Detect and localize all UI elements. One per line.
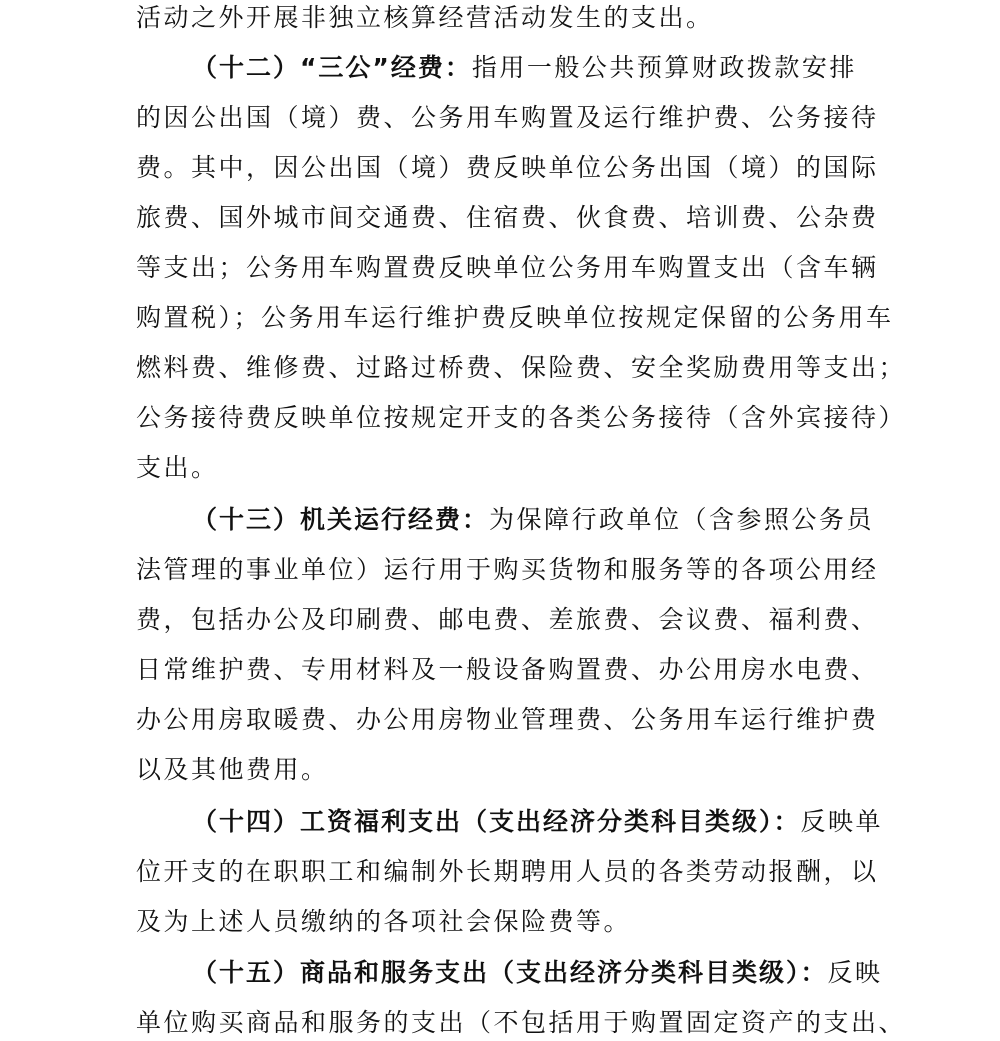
text-line: 日常维护费、专用材料及一般设备购置费、办公用房水电费、 (136, 655, 879, 684)
text-line: 费，包括办公及印刷费、邮电费、差旅费、会议费、福利费、 (136, 605, 879, 634)
section-heading-line (192, 802, 883, 842)
section-heading-line (192, 48, 857, 88)
text-line: 等支出；公务用车购置费反映单位公务用车购置支出（含车辆 (136, 253, 879, 282)
text-line: 的因公出国（境）费、公务用车购置及运行维护费、公务接待 (136, 103, 879, 132)
text-run: 指用一般公共预算财政拨款安排 (471, 53, 857, 82)
text-line: 办公用房取暖费、办公用房物业管理费、公务用车运行维护费 (136, 705, 879, 734)
text-line: 以及其他费用。 (136, 755, 329, 784)
text-line: 旅费、国外城市间交通费、住宿费、伙食费、培训费、公杂费 (136, 203, 879, 232)
text-run: 反映 (827, 958, 883, 987)
text-line: 购置税）；公务用车运行维护费反映单位按规定保留的公务用车 (136, 303, 894, 332)
text-line: 及为上述人员缴纳的各项社会保险费等。 (136, 907, 632, 936)
text-line: 位开支的在职职工和编制外长期聘用人员的各类劳动报酬，以 (136, 857, 879, 886)
text-run: 反映单 (800, 807, 884, 836)
text-line: 燃料费、维修费、过路过桥费、保险费、安全奖励费用等支出； (136, 353, 907, 382)
text-line: 法管理的事业单位）运行用于购买货物和服务等的各项公用经 (136, 555, 879, 584)
section-heading: （十二）“三公”经费： (192, 53, 472, 82)
text-line: 支出。 (136, 453, 219, 482)
text-line: 公务接待费反映单位按规定开支的各类公务接待（含外宾接待） (136, 403, 907, 432)
section-heading: （十五）商品和服务支出（支出经济分类科目类级）： (192, 958, 828, 987)
text-run: 为保障行政单位（含参照公务员 (489, 505, 875, 534)
section-heading: （十三）机关运行经费： (192, 505, 490, 534)
section-heading-line (192, 953, 883, 993)
text-line: 活动之外开展非独立核算经营活动发生的支出。 (136, 3, 714, 32)
section-heading-line (192, 500, 874, 540)
text-line: 费。其中，因公出国（境）费反映单位公务出国（境）的国际 (136, 153, 879, 182)
text-line: 单位购买商品和服务的支出（不包括用于购置固定资产的支出、 (136, 1008, 907, 1037)
section-heading: （十四）工资福利支出（支出经济分类科目类级）： (192, 807, 801, 836)
